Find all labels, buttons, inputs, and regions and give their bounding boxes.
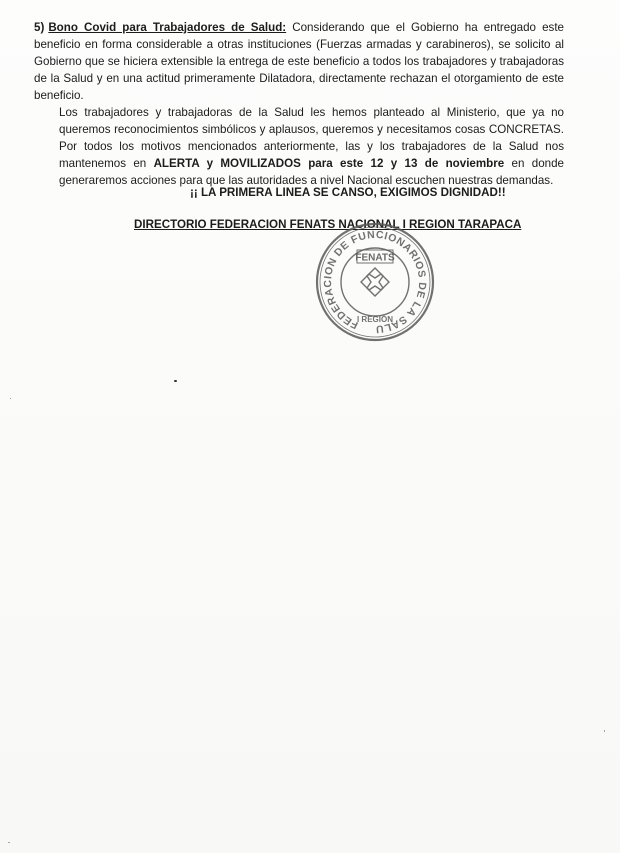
demands-bold-alert: ALERTA y MOVILIZADOS para este 12 y 13 de noviembre [153, 157, 505, 170]
motto-line: ¡¡ LA PRIMERA LINEA SE CANSO, EXIGIMOS DIGNIDAD!! [190, 186, 506, 199]
demands-text-2: en donde generaremos acciones para que las autoridades a nivel Nacional escuchen nuestras demandas. [59, 157, 564, 187]
stamp-ring-text: FEDERACION DE FUNCIONARIOS DE LA SALU [321, 228, 429, 336]
item-number: 5) [34, 21, 45, 34]
fenats-stamp [305, 218, 445, 353]
signature-line: DIRECTORIO FEDERACION FENATS NACIONAL I REGION TARAPACA [134, 218, 522, 231]
maltese-cross-icon [361, 268, 389, 296]
demands-text-1: Los trabajadores y trabajadoras de la Salud les hemos planteado al Ministerio, que ya no queremos reconocimientos simbólicos y aplausos, queremos y necesitamos cosas CONCRETAS. Por todos los motivos mencionados anteriormente, las y los trabajadores de la Salud nos mantenemos en [59, 106, 564, 170]
scan-speck [174, 380, 177, 382]
scan-speck [10, 398, 11, 399]
stamp-bottom-text: I REGIÓN [356, 315, 394, 324]
paragraph-bono-covid [34, 19, 564, 104]
scan-speck [8, 842, 10, 843]
item-heading: Bono Covid para Trabajadores de Salud: [48, 21, 287, 34]
item-body: Considerando que el Gobierno ha entregado este beneficio en forma considerable a otras instituciones (Fuerzas armadas y carabineros), se solicito al Gobierno que se hiciera extensible la entrega de este beneficio a todos los trabajadores y trabajadoras de la Salud y en una actitud primeramente Dilatadora, directamente rechazan el otorgamiento de este beneficio. [34, 21, 564, 102]
stamp-svg [305, 218, 445, 353]
stamp-center-text: FENATS [355, 252, 395, 264]
paragraph-demands [59, 104, 564, 189]
scan-speck [604, 730, 605, 732]
